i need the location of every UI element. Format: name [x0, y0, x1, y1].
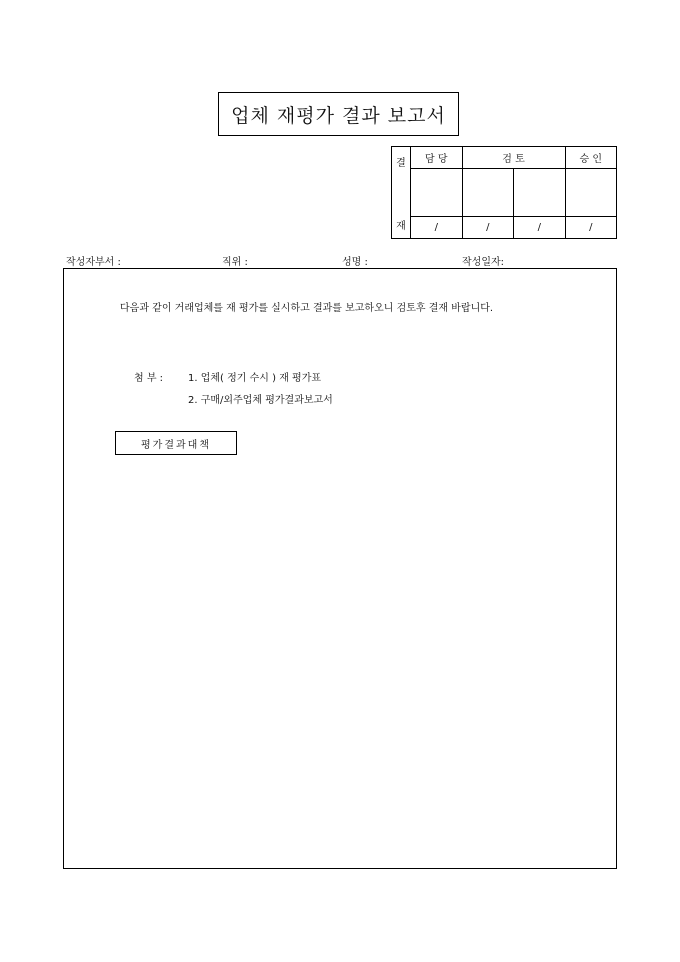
approval-header-manager: 담 당 — [411, 147, 463, 169]
approval-sign-cell[interactable] — [462, 169, 514, 217]
name-label: 성명 : — [342, 257, 368, 268]
dept-label: 작성자부서 : — [66, 257, 121, 268]
approval-side-bottom: 재 — [396, 220, 406, 232]
eval-result-box: 평가결과대책 — [115, 431, 237, 455]
approval-date-cell[interactable]: / — [514, 217, 566, 239]
document-title: 업체 재평가 결과 보고서 — [218, 92, 459, 136]
approval-side-top: 결 — [396, 157, 406, 169]
approval-side-label — [392, 147, 411, 239]
report-body — [63, 268, 617, 869]
approval-date-cell[interactable]: / — [411, 217, 463, 239]
approval-date-cell[interactable]: / — [462, 217, 514, 239]
attachment-item: 2. 구매/외주업체 평가결과보고서 — [188, 395, 333, 406]
attachment-label: 첨 부 : — [134, 373, 164, 384]
attachment-item: 1. 업체( 정기 수시 ) 재 평가표 — [188, 373, 322, 384]
approval-header-approve: 승 인 — [565, 147, 617, 169]
approval-sign-cell[interactable] — [411, 169, 463, 217]
position-label: 직위 : — [222, 257, 248, 268]
approval-sign-cell[interactable] — [514, 169, 566, 217]
date-label: 작성일자: — [462, 257, 505, 268]
approval-table — [391, 146, 617, 239]
intro-text: 다음과 같이 거래업체를 재 평가를 실시하고 결과를 보고하오니 검토후 결재 바랍니다. — [120, 303, 494, 314]
approval-date-cell[interactable]: / — [565, 217, 617, 239]
approval-header-review: 검 토 — [462, 147, 565, 169]
approval-sign-cell[interactable] — [565, 169, 617, 217]
